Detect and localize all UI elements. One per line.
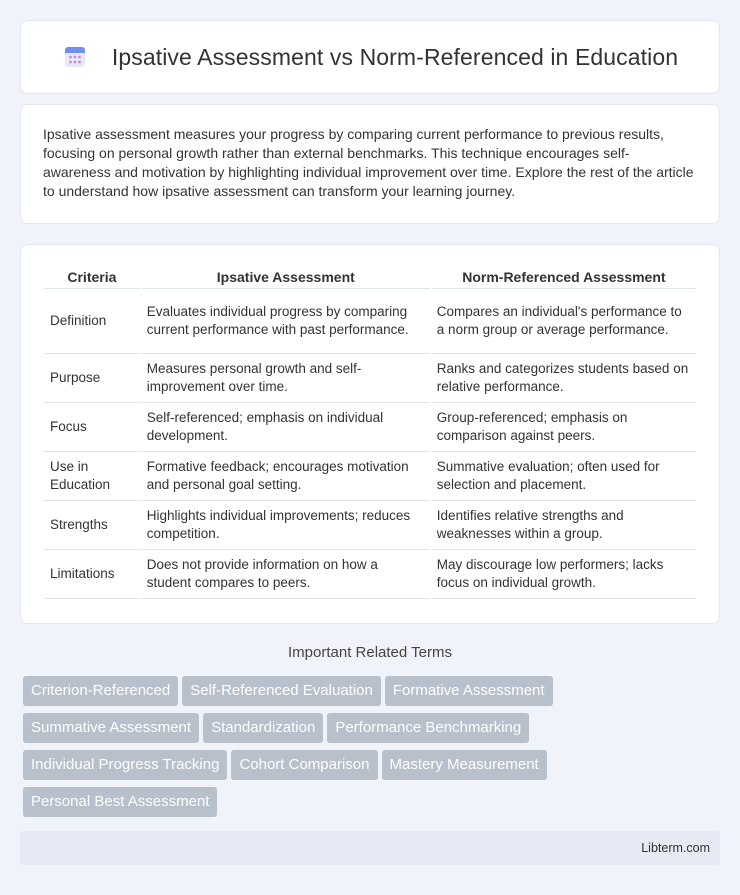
intro-card [20, 104, 720, 224]
title-card [20, 20, 720, 94]
related-terms-list [23, 676, 703, 824]
related-term-tag[interactable]: Personal Best Assessment [23, 787, 217, 817]
related-terms-title: Important Related Terms [288, 644, 452, 661]
related-term-tag[interactable]: Performance Benchmarking [327, 713, 529, 743]
row-ipsative: Measures personal growth and self-improvement over time. [142, 354, 430, 403]
row-criteria: Limitations [44, 550, 140, 599]
header-norm-referenced: Norm-Referenced Assessment [432, 263, 696, 289]
row-criteria: Definition [44, 289, 140, 354]
related-term-tag[interactable]: Criterion-Referenced [23, 676, 178, 706]
related-term-tag[interactable]: Self-Referenced Evaluation [182, 676, 381, 706]
row-ipsative: Formative feedback; encourages motivation and personal goal setting. [142, 452, 430, 501]
table-row [44, 452, 696, 501]
comparison-table [42, 263, 698, 599]
row-ipsative: Does not provide information on how a student compares to peers. [142, 550, 430, 599]
related-term-tag[interactable]: Summative Assessment [23, 713, 199, 743]
row-ipsative: Evaluates individual progress by comparing current performance with past performance. [142, 289, 430, 354]
page-title: Ipsative Assessment vs Norm-Referenced in Education [111, 43, 679, 70]
calendar-icon [62, 44, 88, 70]
related-term-tag[interactable]: Individual Progress Tracking [23, 750, 227, 780]
row-norm: Ranks and categorizes students based on relative performance. [432, 354, 696, 403]
table-row [44, 403, 696, 452]
header-ipsative: Ipsative Assessment [142, 263, 430, 289]
row-norm: Identifies relative strengths and weaknesses within a group. [432, 501, 696, 550]
footer-site-link[interactable]: Libterm.com [641, 841, 710, 855]
table-row [44, 550, 696, 599]
related-term-tag[interactable]: Standardization [203, 713, 323, 743]
row-ipsative: Self-referenced; emphasis on individual development. [142, 403, 430, 452]
table-row [44, 501, 696, 550]
related-term-tag[interactable]: Mastery Measurement [382, 750, 547, 780]
comparison-table-card [20, 244, 720, 624]
row-norm: Group-referenced; emphasis on comparison against peers. [432, 403, 696, 452]
related-term-tag[interactable]: Cohort Comparison [231, 750, 377, 780]
table-row [44, 354, 696, 403]
header-criteria: Criteria [44, 263, 140, 289]
row-criteria: Focus [44, 403, 140, 452]
row-criteria: Strengths [44, 501, 140, 550]
row-criteria: Purpose [44, 354, 140, 403]
row-norm: May discourage low performers; lacks focus on individual growth. [432, 550, 696, 599]
related-term-tag[interactable]: Formative Assessment [385, 676, 553, 706]
row-ipsative: Highlights individual improvements; reduces competition. [142, 501, 430, 550]
footer [20, 831, 720, 865]
row-norm: Compares an individual's performance to a norm group or average performance. [432, 289, 696, 354]
row-norm: Summative evaluation; often used for selection and placement. [432, 452, 696, 501]
table-row [44, 289, 696, 354]
row-criteria: Use in Education [44, 452, 140, 501]
intro-text: Ipsative assessment measures your progress by comparing current performance to previous results, focusing on personal growth rather than external benchmarks. This technique encourages self-awareness and motivation by highlighting individual improvement over time. Explore the rest of the article to understand how ipsative assessment can transform your learning journey. [43, 126, 694, 199]
table-header-row [44, 263, 696, 289]
